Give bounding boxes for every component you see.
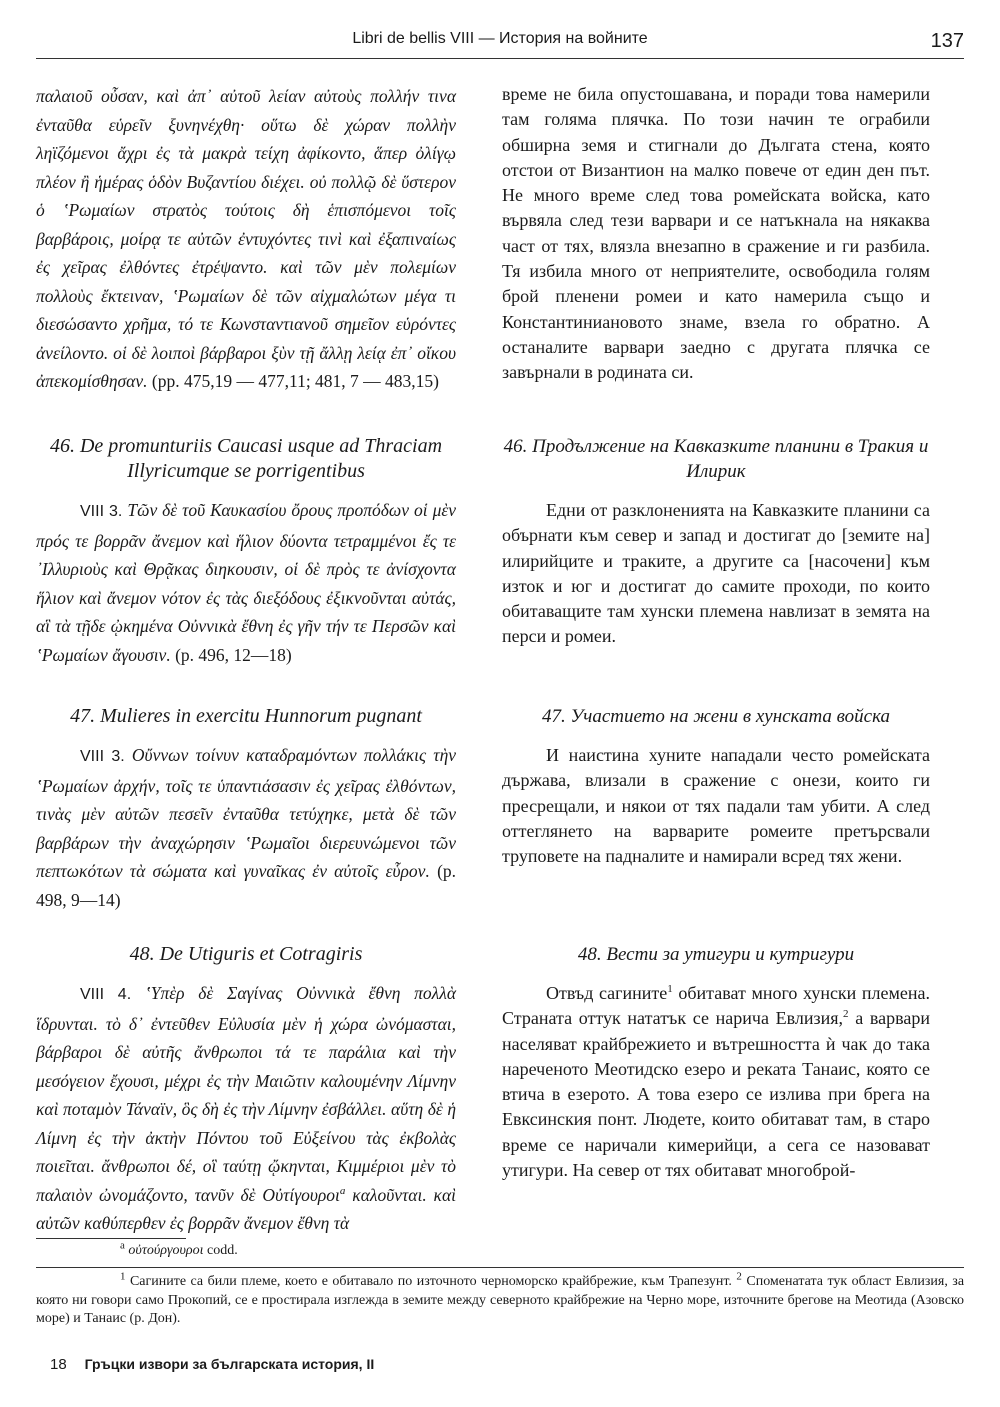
printer-signature [50,1356,374,1373]
apparatus-note [120,1239,238,1259]
translation-text: И наистина хуните нападали често ромейската държава, влизали в сражение с онези, които ги пресрещали, и някои от тях падали там убити. А след оттеглянето на варварите ромеите претърсвали труповете на падналите и намирали всред тях жени. [502,745,930,867]
running-title: Libri de bellis VIII — История на войните [352,30,648,47]
section-48-latin [36,942,456,1238]
greek-text: Τῶν δὲ τοῦ Καυκασίου ὄρους προπόδων οἱ μὲν πρός τε βορρᾶν ἄνεμον καὶ ἥλιον δύοντα τετραμμένοι ἔς τε ᾽Ιλλυριοὺς καὶ Θρᾷκας διηκουσιν, οἱ δὲ πρὸς τε ἀνίσχοντα ἥλιον καὶ ἄνεμον νότον ἐς τὰς διεξόδους ἐξικνοῦνται αὐτάς, αἳ τὰ τῇδε ᾠκημένα Οὐννικὰ ἔθνη ἐς γῆν τήν τε Περσῶν καὶ ʽΡωμαίων ἄγουσιν. [36,500,457,665]
translation-text: обитават много хунски племена. Страната оттук нататък се нарича Евлизия, [502,983,930,1029]
translation-text: Едни от разклоненията на Кавказките планини са обърнати към север и запад и достигат до [земите на] илирийците и траките, а другите са [насочени] към изток и юг и достигат до самите проходи, по които обитаващите там хунски племена навлизат в земята на перси и ромеи. [502,500,930,647]
footnote-marker: 2 [843,1008,849,1021]
book-reference: VIII 3. [80,503,123,520]
section-title: 47. Участието на жени в хунската войска [541,706,891,727]
section-title: 46. De promunturiis Caucasi usque ad Thraciam Illyricumque se porrigentibus [49,435,443,482]
signature-text: Гръцки извори за българската история, II [84,1356,375,1372]
greek-text: ʽΥπὲρ δὲ Σαγίνας Οὐννικὰ ἔθνη πολλὰ ἵδρυνται. τὸ δ᾽ ἐντεῦθεν Εὐλυσία μὲν ἡ χώρα ὠνόμασται, βάρβαροι δὲ αὐτῆς ἄνθρωποι τά τε παράλια καὶ τὴν μεσόγειον ἔχουσι, μέχρι ἐς τὴν Μαιῶτιν καλουμένην Λίμνην καὶ ποταμὸν Τάναϊν, ὃς δὴ ἐς τὴν Λίμνην ἐσβάλλει. αὕτη δὲ ἡ Λίμνη ἐς τὴν ἀκτὴν Πόντου τοῦ Εὐξείνου τὰς ἐκβολὰς ποιεῖται. ἄνθρωποι δέ, οἳ ταύτῃ ᾤκηνται, Κιμμέριοι μὲν τὸ παλαιὸν ὠνομάζοντο, τανῦν δὲ Οὐτίγουροι [36,983,457,1205]
signature-number: 18 [50,1356,67,1373]
translation-text: а варвари населяват крайбрежието и вътрешността ѝ чак до така нареченото Меотидско езеро и реката Танаис, която се втича в езерото. А това езеро се излива при брега на Евксинския понт. Людете, които обитават там, в старо време се наричали кимерийци, а сега се назовават утигури. На север от тях обитават многоброй- [502,1008,931,1181]
footnote-marker: 2 [736,1270,742,1283]
greek-continuation [36,82,456,396]
apparatus-siglum: codd. [207,1243,238,1258]
book-reference: VIII 3. [80,748,125,765]
footnote-rule [36,1267,964,1268]
apparatus-marker: a [120,1239,125,1252]
section-title: 48. Вести за утигури и кутригури [577,944,855,965]
apparatus-word: οὐτούργουροι [128,1243,204,1258]
page-number: 137 [930,30,964,52]
section-47-latin [36,704,456,914]
greek-text: καλοῦνται. καὶ αὐτῶν καθύπερθεν ἐς βορρᾶν ἄνεμον ἔθνη τὰ [36,1184,457,1233]
greek-text: Οὔννων τοίνυν καταδραμόντων πολλάκις τὴν ʽΡωμαίων ἀρχήν, τοῖς τε ὑπαντιάσασιν ἐς χεῖρας ἐλθόντων, τινὰς μὲν αὐτῶν πεσεῖν ἐνταῦθα τετύχηκε, μετὰ δὲ τῶν βαρβάρων τὴν ἀναχώρησιν ʽΡωμαῖοι διερευνώμενοι τῶν πεπτωκότων τὰ σώματα καὶ γυναῖκας ἐν αὐτοῖς εὗρον. [36,745,457,881]
footnote-text: Споменатата тук област Евлизия, за която ни говори само Прокопий, се е простирала изглежда в земите между северното крайбрежие на Черно море, източните брегове на Меотида (Азовско море) и Танаис (р. Дон). [36,1274,965,1326]
bulgarian-continuation [502,82,930,386]
footnote-text: Сагините са били племе, което е обитавало по източното черноморско крайбрежие, към Трапезунт. [129,1274,732,1289]
footnote-marker: 1 [120,1270,126,1283]
footnotes [36,1270,965,1329]
source-reference: (p. 496, 12—18) [175,644,292,665]
footnote-marker: 1 [667,983,673,995]
header-rule [36,58,964,59]
section-46-bulgarian [502,434,930,650]
source-reference: (p. 498, 9—14) [36,861,457,910]
section-47-bulgarian [502,704,930,869]
section-46-latin [36,434,456,669]
apparatus-rule [36,1238,186,1239]
section-48-bulgarian [502,942,930,1183]
section-title: 48. De Utiguris et Cotragiris [129,943,363,965]
translation-text: Отвъд сагините [546,983,668,1003]
source-reference: (pp. 475,19 — 477,11; 481, 7 — 483,15) [151,371,440,391]
apparatus-marker: a [339,1184,346,1197]
translation-text: време не била опустошавана, и поради това намерили там голяма плячка. По този начин те ограбили обширна земя и стигнали до Дългата стена, която отстои от Византион на малко повече от един ден път. Не много време след това ромейската войска, като вървяла след тези варвари и се натъкнала на някаква част от тях, влязла внезапно в сражение и ги разбила. Тя избила много от неприятелите, освободила голям брой пленени ромеи и като намерила също и Константиниановото знаме, взела го обратно. А останалите варвари заедно с другата плячка се завърнали в родината си. [502,84,930,383]
section-title: 46. Продължение на Кавказките планини в Тракия и Илирик [503,436,929,482]
section-title: 47. Mulieres in exercitu Hunnorum pugnant [70,705,422,727]
book-reference: VIII 4. [80,986,132,1003]
greek-text: παλαιοῦ οὖσαν, καὶ ἀπ᾽ αὐτοῦ λείαν αὐτοὺς πολλήν τινα ἐνταῦθα εὑρεῖν ξυνηνέχθη· οὕτω δὲ χώραν πολλὴν ληϊζόμενοι ἄχρι ἐς τὰ μακρὰ τείχη ἀφίκοντο, ἅπερ ὀλίγῳ πλέον ἢ ἡμέρας ὁδὸν Βυζαντίου διέχει. οὐ πολλῷ δὲ ὕστερον ὁ ʽΡωμαίων στρατὸς τούτοις δὴ ἑπισπόμενοι τοῖς βαρβάροις, μοίρᾳ τε αὐτῶν ἐντυχόντες τινὶ καὶ ἐξαπιναίως ἐς χεῖρας ἐλθόντες ἐτρέψαντο. καὶ τῶν μὲν πολεμίων πολλοὺς ἔκτειναν, ʽΡωμαίων δὲ τῶν αἰχμαλώτων μέγα τι διεσώσαντο χρῆμα, τό τε Κωνσταντιανοῦ σημεῖον εὑρόντες ἀνείλοντο. οἱ δὲ λοιποὶ βάρβαροι ξὺν τῇ ἄλλῃ λείᾳ ἐπ᾽ οἴκου ἀπεκομίσθησαν. [36,86,456,391]
